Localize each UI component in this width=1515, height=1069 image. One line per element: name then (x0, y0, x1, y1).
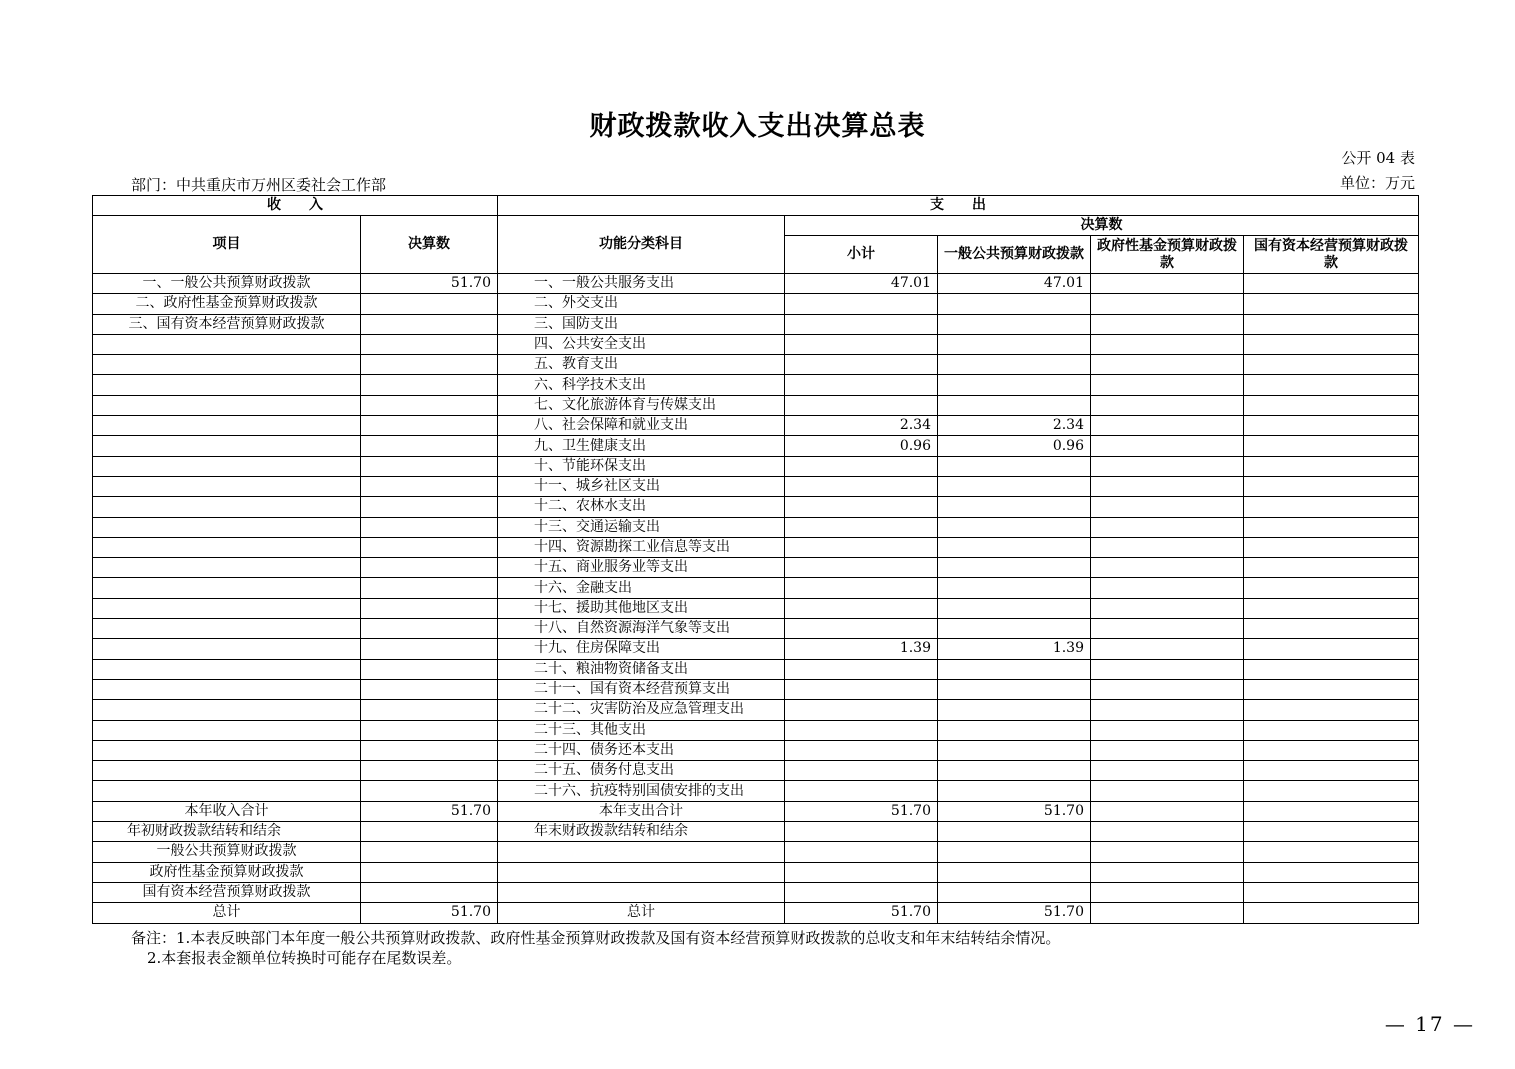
subtotal-cell (785, 700, 938, 720)
empty-cell (785, 822, 938, 842)
income-item-cell (93, 761, 361, 781)
expense-item-cell: 二十、粮油物资储备支出 (498, 659, 785, 679)
expense-item-cell: 十六、金融支出 (498, 578, 785, 598)
gov-fund-cell (1091, 314, 1244, 334)
income-amount-cell (361, 456, 498, 476)
carryover-sub-row (93, 882, 1419, 902)
gov-fund-cell (1091, 355, 1244, 375)
income-item-cell (93, 639, 361, 659)
general-budget-cell (938, 456, 1091, 476)
grand-total-expense-label: 总计 (498, 903, 785, 923)
general-budget-cell (938, 700, 1091, 720)
income-amount-cell (361, 558, 498, 578)
gov-fund-cell (1091, 761, 1244, 781)
carryover-sub-label: 政府性基金预算财政拨款 (93, 862, 361, 882)
income-item-cell (93, 497, 361, 517)
subtotal-cell (785, 375, 938, 395)
gov-fund-cell (1091, 720, 1244, 740)
expense-item-cell: 七、文化旅游体育与传媒支出 (498, 395, 785, 415)
general-budget-cell (938, 598, 1091, 618)
empty-cell (938, 822, 1091, 842)
expense-item-cell: 五、教育支出 (498, 355, 785, 375)
empty-cell (938, 882, 1091, 902)
income-item-cell (93, 679, 361, 699)
state-capital-cell (1244, 761, 1419, 781)
income-amount-cell (361, 314, 498, 334)
expense-item-cell: 十三、交通运输支出 (498, 517, 785, 537)
subtotal-cell (785, 456, 938, 476)
empty-cell (1244, 842, 1419, 862)
state-capital-cell (1244, 740, 1419, 760)
subtotal-cell (785, 395, 938, 415)
table-row (93, 700, 1419, 720)
income-item-cell (93, 375, 361, 395)
state-capital-cell (1244, 720, 1419, 740)
empty-cell (498, 842, 785, 862)
subtotal-cell (785, 720, 938, 740)
gov-fund-cell (1091, 537, 1244, 557)
general-budget-cell (938, 720, 1091, 740)
gov-fund-cell (1091, 740, 1244, 760)
subtotal-cell (785, 476, 938, 496)
expense-total-fund (1091, 801, 1244, 821)
empty-cell (1091, 822, 1244, 842)
general-budget-cell (938, 294, 1091, 314)
table-row (93, 598, 1419, 618)
table-row (93, 355, 1419, 375)
carryover-sub-label: 国有资本经营预算财政拨款 (93, 882, 361, 902)
income-amount-cell (361, 355, 498, 375)
expense-item-cell: 九、卫生健康支出 (498, 436, 785, 456)
state-capital-cell (1244, 375, 1419, 395)
final-amount-header: 决算数 (361, 216, 498, 274)
expense-item-cell: 四、公共安全支出 (498, 334, 785, 354)
income-amount-cell (361, 659, 498, 679)
state-capital-cell (1244, 355, 1419, 375)
expense-item-cell: 二十五、债务付息支出 (498, 761, 785, 781)
item-header: 项目 (93, 216, 361, 274)
subtotal-cell (785, 558, 938, 578)
income-item-cell (93, 578, 361, 598)
table-row (93, 558, 1419, 578)
gov-fund-cell (1091, 436, 1244, 456)
subtotal-header: 小计 (785, 236, 938, 274)
table-row (93, 781, 1419, 801)
carryover-sub-row (93, 862, 1419, 882)
general-budget-cell (938, 761, 1091, 781)
income-item-cell (93, 456, 361, 476)
income-item-cell (93, 619, 361, 639)
income-item-cell (93, 598, 361, 618)
subtotal-cell (785, 740, 938, 760)
year-total-row (93, 801, 1419, 821)
income-amount-cell (361, 476, 498, 496)
income-item-cell (93, 659, 361, 679)
state-capital-cell (1244, 700, 1419, 720)
table-row (93, 578, 1419, 598)
general-budget-cell (938, 395, 1091, 415)
expense-total-subtotal: 51.70 (785, 801, 938, 821)
subtotal-cell (785, 781, 938, 801)
general-budget-cell (938, 578, 1091, 598)
table-row (93, 679, 1419, 699)
expense-total-general: 51.70 (938, 801, 1091, 821)
subtotal-cell (785, 659, 938, 679)
general-budget-cell (938, 781, 1091, 801)
income-amount-cell: 51.70 (361, 274, 498, 294)
empty-cell (938, 862, 1091, 882)
empty-cell (498, 882, 785, 902)
state-capital-cell (1244, 436, 1419, 456)
grand-total-general: 51.70 (938, 903, 1091, 923)
table-row (93, 416, 1419, 436)
table-row (93, 375, 1419, 395)
form-number: 公开 04 表 (1341, 149, 1415, 167)
income-amount-cell (361, 294, 498, 314)
empty-cell (1091, 842, 1244, 862)
expense-item-cell: 一、一般公共服务支出 (498, 274, 785, 294)
general-budget-cell (938, 659, 1091, 679)
empty-cell (361, 822, 498, 842)
table-row (93, 537, 1419, 557)
state-capital-cell (1244, 679, 1419, 699)
expense-total-capital (1244, 801, 1419, 821)
expense-item-cell: 三、国防支出 (498, 314, 785, 334)
gov-fund-cell (1091, 619, 1244, 639)
empty-cell (1091, 862, 1244, 882)
expense-item-cell: 二十一、国有资本经营预算支出 (498, 679, 785, 699)
expense-item-cell: 二十二、灾害防治及应急管理支出 (498, 700, 785, 720)
table-row (93, 659, 1419, 679)
income-amount-cell (361, 416, 498, 436)
state-capital-cell (1244, 274, 1419, 294)
subtotal-cell (785, 619, 938, 639)
table-row (93, 497, 1419, 517)
expense-item-cell: 十四、资源勘探工业信息等支出 (498, 537, 785, 557)
general-budget-cell: 2.34 (938, 416, 1091, 436)
income-amount-cell (361, 517, 498, 537)
empty-cell (361, 882, 498, 902)
income-total-amount: 51.70 (361, 801, 498, 821)
income-item-cell: 三、国有资本经营预算财政拨款 (93, 314, 361, 334)
table-row (93, 456, 1419, 476)
subtotal-cell: 0.96 (785, 436, 938, 456)
empty-cell (785, 862, 938, 882)
subtotal-cell: 47.01 (785, 274, 938, 294)
state-capital-cell (1244, 395, 1419, 415)
state-capital-cell (1244, 537, 1419, 557)
general-budget-cell (938, 334, 1091, 354)
income-amount-cell (361, 537, 498, 557)
table-row (93, 395, 1419, 415)
grand-total-income-amount: 51.70 (361, 903, 498, 923)
subtotal-cell: 2.34 (785, 416, 938, 436)
grand-total-fund (1091, 903, 1244, 923)
income-item-cell (93, 700, 361, 720)
gov-fund-cell (1091, 416, 1244, 436)
income-amount-cell (361, 578, 498, 598)
income-amount-cell (361, 619, 498, 639)
income-item-cell (93, 781, 361, 801)
table-row (93, 314, 1419, 334)
income-amount-cell (361, 679, 498, 699)
income-item-cell (93, 416, 361, 436)
expense-item-cell: 二十三、其他支出 (498, 720, 785, 740)
income-item-cell (93, 355, 361, 375)
income-amount-cell (361, 375, 498, 395)
page-number: — 17 — (1384, 1012, 1475, 1036)
table-row (93, 639, 1419, 659)
general-budget-cell (938, 619, 1091, 639)
state-capital-cell (1244, 416, 1419, 436)
gov-fund-cell (1091, 334, 1244, 354)
income-total-label: 本年收入合计 (93, 801, 361, 821)
page-title: 财政拨款收入支出决算总表 (589, 111, 926, 142)
function-subject-header: 功能分类科目 (498, 216, 785, 274)
income-amount-cell (361, 598, 498, 618)
table-row (93, 619, 1419, 639)
empty-cell (1244, 862, 1419, 882)
gov-fund-cell (1091, 659, 1244, 679)
income-item-cell (93, 558, 361, 578)
general-budget-cell (938, 314, 1091, 334)
empty-cell (785, 882, 938, 902)
income-amount-cell (361, 781, 498, 801)
general-budget-cell (938, 558, 1091, 578)
state-capital-cell (1244, 517, 1419, 537)
empty-cell (938, 842, 1091, 862)
income-item-cell: 一、一般公共预算财政拨款 (93, 274, 361, 294)
state-capital-header: 国有资本经营预算财政拨款 (1244, 236, 1419, 274)
empty-cell (785, 842, 938, 862)
state-capital-cell (1244, 497, 1419, 517)
subtotal-cell: 1.39 (785, 639, 938, 659)
gov-fund-cell (1091, 274, 1244, 294)
general-budget-cell (938, 497, 1091, 517)
income-item-cell: 二、政府性基金预算财政拨款 (93, 294, 361, 314)
gov-fund-cell (1091, 476, 1244, 496)
expense-item-cell: 十九、住房保障支出 (498, 639, 785, 659)
expense-total-label: 本年支出合计 (498, 801, 785, 821)
income-item-cell (93, 517, 361, 537)
expense-item-cell: 二十四、债务还本支出 (498, 740, 785, 760)
gov-fund-cell (1091, 578, 1244, 598)
unit-label: 单位：万元 (1339, 174, 1415, 192)
gov-fund-cell (1091, 517, 1244, 537)
expense-item-cell: 十八、自然资源海洋气象等支出 (498, 619, 785, 639)
grand-total-income-label: 总计 (93, 903, 361, 923)
state-capital-cell (1244, 294, 1419, 314)
notes (131, 928, 1060, 968)
expense-item-cell: 十二、农林水支出 (498, 497, 785, 517)
income-item-cell (93, 395, 361, 415)
gov-fund-cell (1091, 395, 1244, 415)
state-capital-cell (1244, 314, 1419, 334)
income-header: 收 入 (93, 196, 498, 216)
state-capital-cell (1244, 334, 1419, 354)
final-amount-group-header: 决算数 (785, 216, 1419, 236)
empty-cell (498, 862, 785, 882)
income-item-cell (93, 436, 361, 456)
income-item-cell (93, 740, 361, 760)
gov-fund-cell (1091, 781, 1244, 801)
subtotal-cell (785, 598, 938, 618)
grand-total-capital (1244, 903, 1419, 923)
note-2: 2.本套报表金额单位转换时可能存在尾数误差。 (147, 949, 462, 967)
expense-item-cell: 六、科学技术支出 (498, 375, 785, 395)
income-amount-cell (361, 740, 498, 760)
income-item-cell (93, 720, 361, 740)
subtotal-cell (785, 761, 938, 781)
empty-cell (361, 842, 498, 862)
general-budget-cell (938, 537, 1091, 557)
carryover-row (93, 822, 1419, 842)
subtotal-cell (785, 334, 938, 354)
general-budget-cell (938, 517, 1091, 537)
table-row (93, 761, 1419, 781)
general-budget-cell: 47.01 (938, 274, 1091, 294)
carryover-sub-label: 一般公共预算财政拨款 (93, 842, 361, 862)
table-row (93, 517, 1419, 537)
gov-fund-cell (1091, 456, 1244, 476)
state-capital-cell (1244, 476, 1419, 496)
gov-fund-cell (1091, 294, 1244, 314)
income-amount-cell (361, 497, 498, 517)
expense-item-cell: 二、外交支出 (498, 294, 785, 314)
state-capital-cell (1244, 619, 1419, 639)
subtotal-cell (785, 355, 938, 375)
empty-cell (361, 862, 498, 882)
income-item-cell (93, 537, 361, 557)
expense-item-cell: 十、节能环保支出 (498, 456, 785, 476)
income-amount-cell (361, 761, 498, 781)
grand-total-row (93, 903, 1419, 923)
expense-item-cell: 十一、城乡社区支出 (498, 476, 785, 496)
income-amount-cell (361, 700, 498, 720)
fiscal-summary-table (92, 195, 1419, 924)
subtotal-cell (785, 578, 938, 598)
general-budget-cell (938, 679, 1091, 699)
state-capital-cell (1244, 578, 1419, 598)
expense-item-cell: 十五、商业服务业等支出 (498, 558, 785, 578)
income-amount-cell (361, 639, 498, 659)
table-row (93, 740, 1419, 760)
gov-fund-cell (1091, 598, 1244, 618)
income-item-cell (93, 334, 361, 354)
income-amount-cell (361, 334, 498, 354)
gov-fund-cell (1091, 639, 1244, 659)
state-capital-cell (1244, 659, 1419, 679)
state-capital-cell (1244, 781, 1419, 801)
carryover-sub-row (93, 842, 1419, 862)
expense-header: 支 出 (498, 196, 1419, 216)
income-item-cell (93, 476, 361, 496)
subtotal-cell (785, 517, 938, 537)
gov-fund-cell (1091, 558, 1244, 578)
income-amount-cell (361, 395, 498, 415)
income-amount-cell (361, 436, 498, 456)
state-capital-cell (1244, 639, 1419, 659)
table-row (93, 334, 1419, 354)
gov-fund-header: 政府性基金预算财政拨款 (1091, 236, 1244, 274)
table-row (93, 720, 1419, 740)
general-budget-cell: 1.39 (938, 639, 1091, 659)
note-1: 备注：1.本表反映部门本年度一般公共预算财政拨款、政府性基金预算财政拨款及国有资本经营预算财政拨款的总收支和年末结转结余情况。 (131, 929, 1061, 947)
table-row (93, 436, 1419, 456)
expense-item-cell: 十七、援助其他地区支出 (498, 598, 785, 618)
general-budget-cell (938, 740, 1091, 760)
income-amount-cell (361, 720, 498, 740)
subtotal-cell (785, 294, 938, 314)
table-row (93, 476, 1419, 496)
department-label: 部门：中共重庆市万州区委社会工作部 (131, 176, 387, 194)
gov-fund-cell (1091, 375, 1244, 395)
general-budget-cell (938, 355, 1091, 375)
carryover-income-label: 年初财政拨款结转和结余 (93, 822, 361, 842)
gov-fund-cell (1091, 497, 1244, 517)
empty-cell (1244, 822, 1419, 842)
carryover-expense-label: 年末财政拨款结转和结余 (498, 822, 785, 842)
gov-fund-cell (1091, 679, 1244, 699)
table-row (93, 294, 1419, 314)
subtotal-cell (785, 314, 938, 334)
state-capital-cell (1244, 456, 1419, 476)
state-capital-cell (1244, 558, 1419, 578)
table-row (93, 274, 1419, 294)
empty-cell (1244, 882, 1419, 902)
subtotal-cell (785, 679, 938, 699)
subtotal-cell (785, 537, 938, 557)
gov-fund-cell (1091, 700, 1244, 720)
expense-item-cell: 八、社会保障和就业支出 (498, 416, 785, 436)
empty-cell (1091, 882, 1244, 902)
grand-total-subtotal: 51.70 (785, 903, 938, 923)
general-budget-cell: 0.96 (938, 436, 1091, 456)
general-budget-header: 一般公共预算财政拨款 (938, 236, 1091, 274)
general-budget-cell (938, 375, 1091, 395)
state-capital-cell (1244, 598, 1419, 618)
expense-item-cell: 二十六、抗疫特别国债安排的支出 (498, 781, 785, 801)
general-budget-cell (938, 476, 1091, 496)
subtotal-cell (785, 497, 938, 517)
